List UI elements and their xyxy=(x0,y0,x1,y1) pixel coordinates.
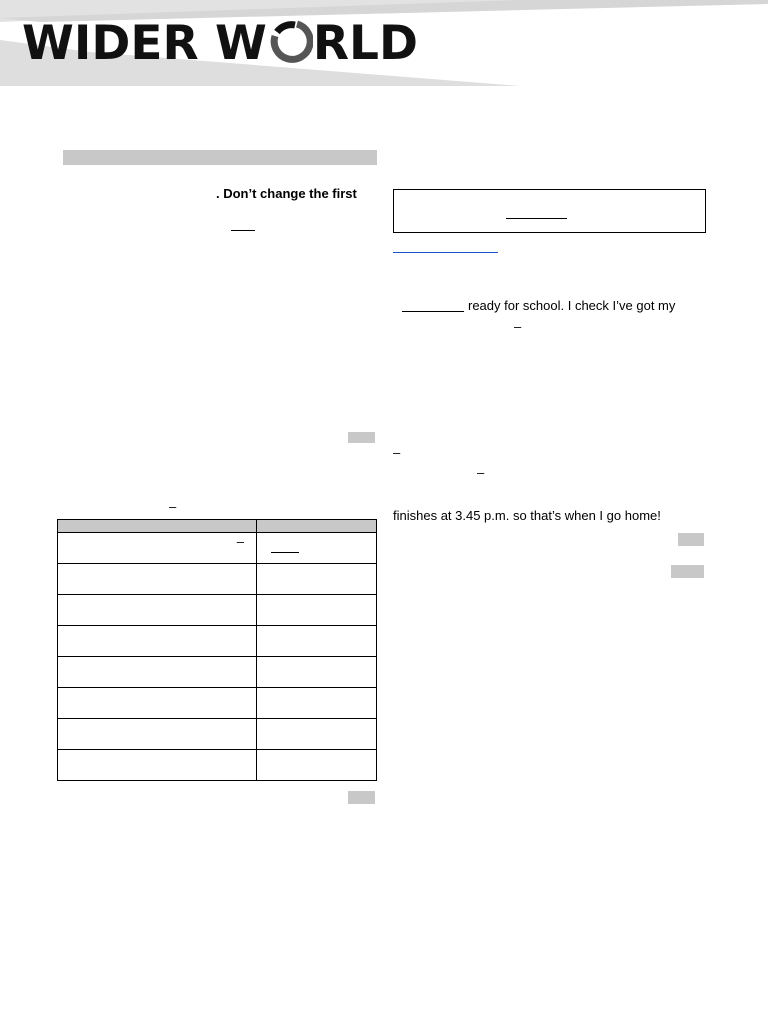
instruction-text: . Don’t change the first xyxy=(216,186,357,201)
text-finishes: finishes at 3.45 p.m. so that’s when I go home! xyxy=(393,508,661,523)
text-ready-for-school: ready for school. I check I’ve got my xyxy=(468,298,676,313)
dash-mark: – xyxy=(514,319,522,334)
table-header-row xyxy=(58,520,377,533)
dash-mark: – xyxy=(169,499,177,514)
table-row xyxy=(58,750,377,781)
answer-line xyxy=(271,552,299,553)
table-row xyxy=(58,595,377,626)
score-box xyxy=(348,432,375,443)
answer-table xyxy=(57,519,377,781)
table-row xyxy=(58,688,377,719)
link-underline[interactable] xyxy=(393,252,498,253)
dash-mark: – xyxy=(393,445,401,460)
dash-mark: – xyxy=(477,465,485,480)
word-box xyxy=(393,189,706,233)
logo-ring-icon xyxy=(267,14,313,74)
score-box xyxy=(678,533,704,546)
table-row xyxy=(58,657,377,688)
table-row xyxy=(58,626,377,657)
wider-world-logo: WIDER W RLD xyxy=(22,14,418,74)
score-box xyxy=(671,565,704,578)
gap-line xyxy=(402,311,464,312)
table-row xyxy=(58,719,377,750)
score-box xyxy=(348,791,375,804)
word-box-answer-line xyxy=(506,218,567,219)
table-row xyxy=(58,533,377,564)
example-answer-line xyxy=(231,230,255,231)
table-row xyxy=(58,564,377,595)
dash-mark: – xyxy=(236,534,244,549)
section-heading-bar xyxy=(63,150,377,165)
